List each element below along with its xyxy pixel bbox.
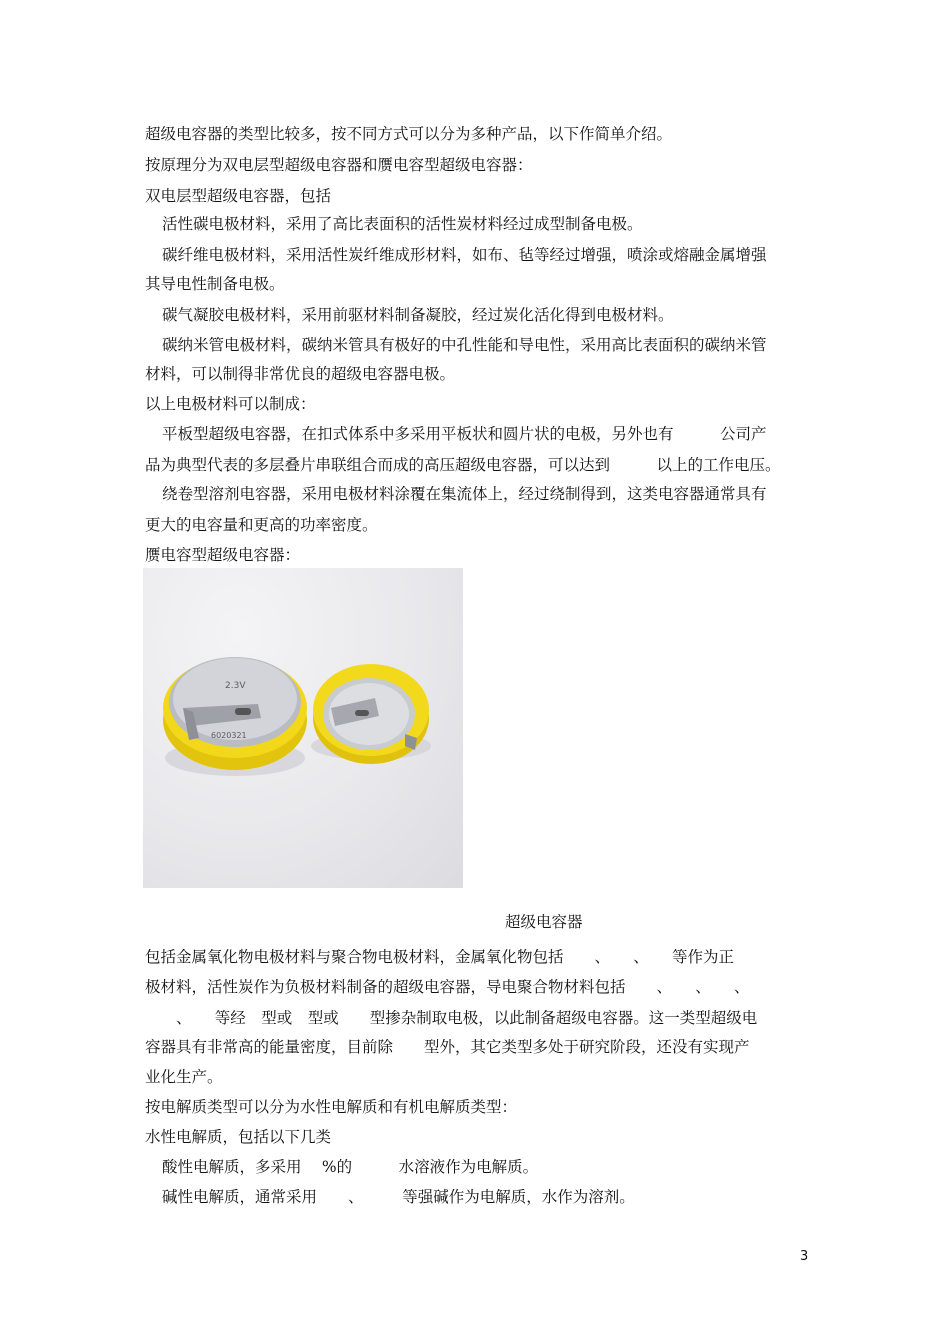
supercapacitor-photo <box>143 568 463 888</box>
paragraph-line: 平板型超级电容器，在扣式体系中多采用平板状和圆片状的电极，另外也有 公司产 <box>162 425 767 443</box>
code-label: 6020321 <box>211 731 247 740</box>
coin-cell-illustration <box>143 568 463 888</box>
paragraph-line: 超级电容器的类型比较多，按不同方式可以分为多种产品，以下作简单介绍。 <box>145 125 673 143</box>
paragraph-line: 碳纤维电极材料，采用活性炭纤维成形材料，如布、毡等经过增强，喷涂或熔融金属增强 <box>162 246 767 264</box>
page-number: 3 <box>800 1249 809 1264</box>
paragraph-line: 更大的电容量和更高的功率密度。 <box>145 516 378 534</box>
paragraph-line: 、 等经 型或 型或 型掺杂制取电极，以此制备超级电容器。这一类型超级电 <box>145 1009 758 1027</box>
paragraph-line: 材料，可以制得非常优良的超级电容器电极。 <box>145 365 456 383</box>
paragraph-line: 双电层型超级电容器，包括 <box>145 187 332 205</box>
paragraph-line: 碱性电解质，通常采用 、 等强碱作为电解质，水作为溶剂。 <box>162 1188 635 1206</box>
paragraph-line: 按电解质类型可以分为水性电解质和有机电解质类型： <box>145 1098 518 1116</box>
paragraph-line: 包括金属氧化物电极材料与聚合物电极材料，金属氧化物包括 、 、 等作为正 <box>145 948 735 966</box>
paragraph-line: 以上电极材料可以制成： <box>145 395 316 413</box>
paragraph-line: 活性碳电极材料，采用了高比表面积的活性炭材料经过成型制备电极。 <box>162 215 643 233</box>
paragraph-line: 碳纳米管电极材料，碳纳米管具有极好的中孔性能和导电性，采用高比表面积的碳纳米管 <box>162 336 767 354</box>
paragraph-line: 碳气凝胶电极材料，采用前驱材料制备凝胶，经过炭化活化得到电极材料。 <box>162 306 674 324</box>
paragraph-line: 品为典型代表的多层叠片串联组合而成的高压超级电容器，可以达到 以上的工作电压。 <box>145 456 781 474</box>
paragraph-line: 业化生产。 <box>145 1068 223 1086</box>
figure-caption: 超级电容器 <box>505 913 583 931</box>
paragraph-line: 容器具有非常高的能量密度，目前除 型外，其它类型多处于研究阶段，还没有实现产 <box>145 1038 750 1056</box>
voltage-label: 2.3V <box>225 681 246 691</box>
paragraph-line: 赝电容型超级电容器： <box>145 546 301 564</box>
paragraph-line: 水性电解质，包括以下几类 <box>145 1128 332 1146</box>
paragraph-line: 其导电性制备电极。 <box>145 275 285 293</box>
paragraph-line: 极材料，活性炭作为负极材料制备的超级电容器，导电聚合物材料包括 、 、 、 <box>145 978 750 996</box>
paragraph-line: 绕卷型溶剂电容器，采用电极材料涂覆在集流体上，经过绕制得到，这类电容器通常具有 <box>162 485 767 503</box>
paragraph-line: 酸性电解质，多采用 %的 水溶液作为电解质。 <box>162 1158 539 1176</box>
paragraph-line: 按原理分为双电层型超级电容器和赝电容型超级电容器： <box>145 156 533 174</box>
